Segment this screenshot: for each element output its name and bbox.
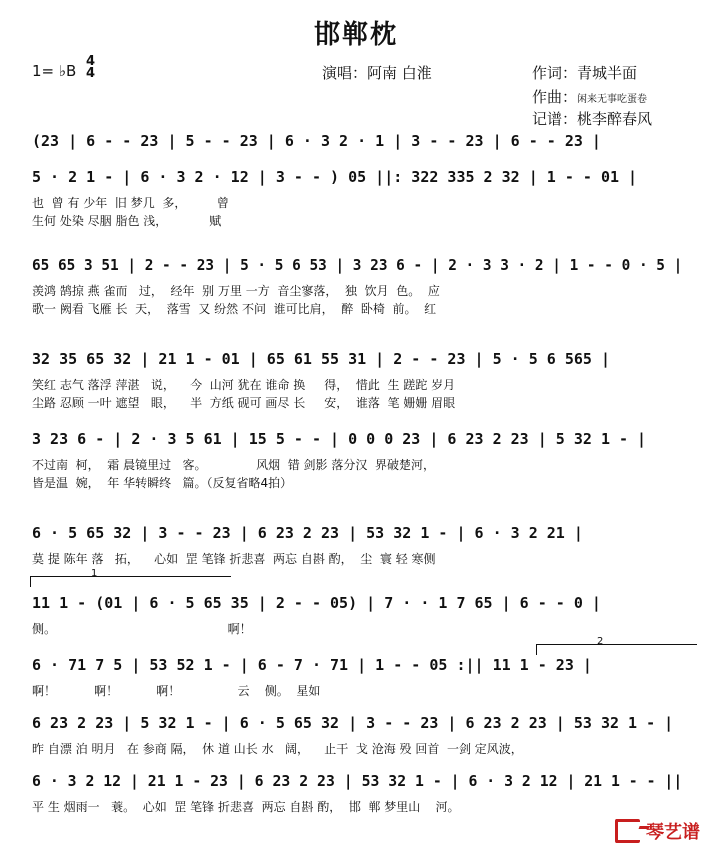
notation-row: 5 · 2 1 - | 6 · 3 2 · 12 | 3 - - ) 05 ||: 322 335 2 32 | 1 - - 01 | <box>32 168 638 186</box>
lyric-line: 啊！ 啊！ 啊！ 云 侧。 星如 <box>32 684 321 698</box>
notation-row: 6 · 3 2 12 | 21 1 - 23 | 6 23 2 23 | 53 32 1 - | 6 · 3 2 12 | 21 1 - - || <box>32 772 683 790</box>
lyric-line: 笑红 志气 落浮 萍湛 说， 今 山河 犹在 谁命 换 得， 惜此 生 蹉跎 岁月 <box>32 378 456 392</box>
notation-row: 6 · 5 65 32 | 3 - - 23 | 6 23 2 23 | 53 32 1 - | 6 · 3 2 21 | <box>32 524 583 542</box>
notation-row: 6 23 2 23 | 5 32 1 - | 6 · 5 65 32 | 3 - - 23 | 6 23 2 23 | 53 32 1 - | <box>32 714 674 732</box>
notation-row: (23 | 6 - - 23 | 5 - - 23 | 6 · 3 2 · 1 | 3 - - 23 | 6 - - 23 | <box>32 132 601 150</box>
lyric-line: 生何 处染 尽胭 脂色 浅， 赋 <box>32 214 222 228</box>
composer-credit: 作曲：闲来无事吃蛋卷 <box>532 88 648 106</box>
notation-row: 65 65 3 51 | 2 - - 23 | 5 · 5 6 53 | 3 23 6 - | 2 · 3 3 · 2 | 1 - - 0 · 5 | <box>32 256 683 274</box>
lyric-line: 羡鸿 鹄掠 燕 雀而 过， 经年 别 万里 一方 音尘寥落， 独 饮月 色。 应 <box>32 284 440 298</box>
notation-row: 6 · 71 7 5 | 53 52 1 - | 6 - 7 · 71 | 1 - - 05 :|| 11 1 - 23 | <box>32 656 592 674</box>
watermark: 琴艺谱 <box>615 818 700 844</box>
notation-row: 32 35 65 32 | 21 1 - 01 | 65 61 55 31 | 2 - - 23 | 5 · 5 6 565 | <box>32 350 610 368</box>
lyric-line: 平 生 烟雨一 蓑。 心如 罡 笔锋 折悲喜 两忘 自斟 酌， 邯 郸 梦里山 河。 <box>32 800 460 814</box>
singer-credit: 演唱：阿南 白淮 <box>322 64 432 82</box>
volta-1-bracket: 1 <box>30 576 231 587</box>
lyric-line: 尘路 忍顾 一叶 遮望 眼， 半 方纸 砚可 画尽 长 安， 谁落 笔 姗姗 眉眼 <box>32 396 456 410</box>
lyric-line: 莫 提 陈年 落 拓， 心如 罡 笔锋 折悲喜 两忘 自斟 酌， 尘 寰 轻 寒侧 <box>32 552 436 566</box>
transcriber-credit: 记谱：桃李醉春风 <box>532 110 653 128</box>
lyric-line: 侧。 啊！ <box>32 622 252 636</box>
key-signature: 1= ♭B <box>32 62 77 80</box>
lyricist-credit: 作词：青城半面 <box>532 64 638 82</box>
lyric-line: 皆是温 婉， 年 华转瞬终 篇。（反复省略4拍） <box>32 476 293 490</box>
notation-row: 11 1 - (01 | 6 · 5 65 35 | 2 - - 05) | 7 · · 1 7 65 | 6 - - 0 | <box>32 594 601 612</box>
piano-logo-icon <box>615 819 640 843</box>
volta-2-bracket: 2 <box>536 644 697 655</box>
lyric-line: 不过南 柯， 霜 晨镜里过 客。 风烟 错 剑影 落分汉 界破楚河， <box>32 458 435 472</box>
song-title: 邯郸枕 <box>313 20 398 50</box>
time-signature: 4 4 <box>86 54 96 81</box>
notation-row: 3 23 6 - | 2 · 3 5 61 | 15 5 - - | 0 0 0 23 | 6 23 2 23 | 5 32 1 - | <box>32 430 647 448</box>
lyric-line: 也 曾 有 少年 旧 梦几 多， 曾 <box>32 196 229 210</box>
lyric-line: 昨 自漂 泊 明月 在 参商 隔， 休 道 山长 水 阔， 止干 戈 沧海 殁 回首 一剑 定风波， <box>32 742 523 756</box>
lyric-line: 歌一 阙看 飞雁 长 天， 落雪 又 纷然 不问 谁可比肩， 醉 卧椅 前。 红 <box>32 302 437 316</box>
